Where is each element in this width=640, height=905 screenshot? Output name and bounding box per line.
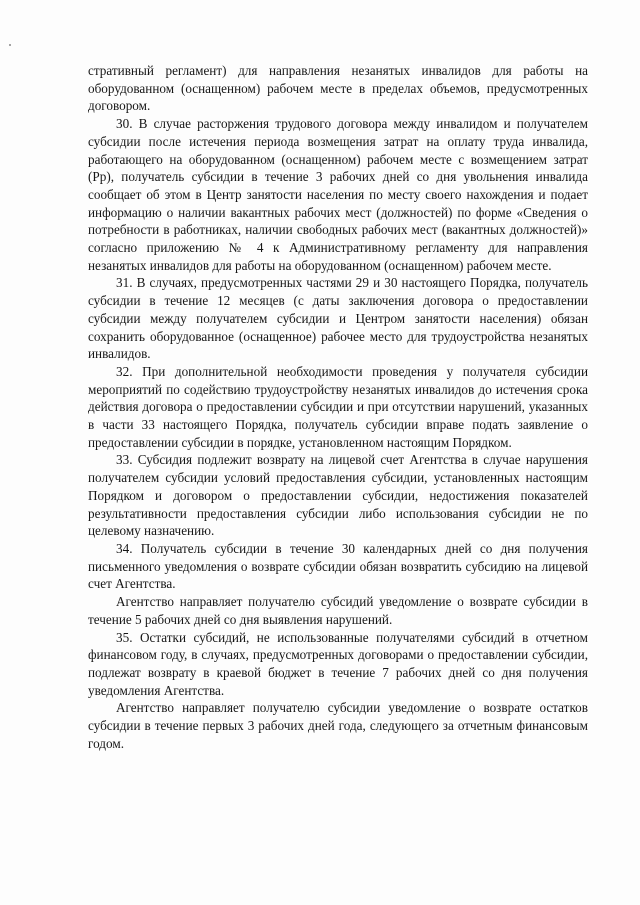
paragraph-35-notice: Агентство направляет получателю субсидии уведомление о возврате остатков субсидии в течение первых 3 рабочих дней года, следующего за отчетным финансовым годом. <box>88 700 588 751</box>
paragraph-30: 30. В случае расторжения трудового договора между инвалидом и получателем субсидии после истечения периода возмещения затрат на оплату труда инвалида, работающего на оборудованном (оснащенном) рабочем месте с возмещением затрат (Рр), получатель субсидии в течение 3 рабочих дней со дня увольнения инвалида сообщает об этом в Центр занятости населения по месту своего нахождения и подает информацию о наличии вакантных рабочих мест (должностей) по форме «Сведения о потребности в работниках, наличии свободных рабочих мест (вакантных должностей)» согласно приложению № 4 к Административному регламенту для направления незанятых инвалидов для работы на оборудованном (оснащенном) рабочем месте. <box>88 116 588 273</box>
paragraph-32: 32. При дополнительной необходимости проведения у получателя субсидии мероприятий по содействию трудоустройству незанятых инвалидов до истечения срока действия договора о предоставлении субсидии и при отсутствии нарушений, указанных в части 33 настоящего Порядка, получатель субсидии вправе подать заявление о предоставлении субсидии в порядке, установленном настоящим Порядком. <box>88 363 588 450</box>
paragraph-continuation: стративный регламент) для направления незанятых инвалидов для работы на оборудованном (оснащенном) рабочем месте в пределах объемов, предусмотренных договором. <box>88 63 588 114</box>
document-body <box>88 62 588 752</box>
paragraph-35: 35. Остатки субсидий, не использованные получателями субсидий в отчетном финансовом году, в случаях, предусмотренных договорами о предоставлении субсидии, подлежат возврату в краевой бюджет в течение 7 рабочих дней со дня получения уведомления Агентства. <box>88 629 588 698</box>
paragraph-31: 31. В случаях, предусмотренных частями 29 и 30 настоящего Порядка, получатель субсидии в течение 12 месяцев (с даты заключения договора о предоставлении субсидии между получателем субсидии и Центром занятости населения) обязан сохранить оборудованное (оснащенное) рабочее место для трудоустройства незанятых инвалидов. <box>88 275 588 362</box>
paragraph-34-notice: Агентство направляет получателю субсидий уведомление о возврате субсидии в течение 5 рабочих дней со дня выявления нарушений. <box>88 594 588 627</box>
scan-speck <box>9 44 11 46</box>
paragraph-34: 34. Получатель субсидии в течение 30 календарных дней со дня получения письменного уведомления о возврате субсидии обязан возвратить субсидию на лицевой счет Агентства. <box>88 540 588 592</box>
paragraph-33: 33. Субсидия подлежит возврату на лицевой счет Агентства в случае нарушения получателем субсидии условий предоставления субсидии, установленных настоящим Порядком и договором о предоставлении субсидии, недостижения показателей результативности предоставления субсидии либо использования субсидии не по целевому назначению. <box>88 452 588 539</box>
